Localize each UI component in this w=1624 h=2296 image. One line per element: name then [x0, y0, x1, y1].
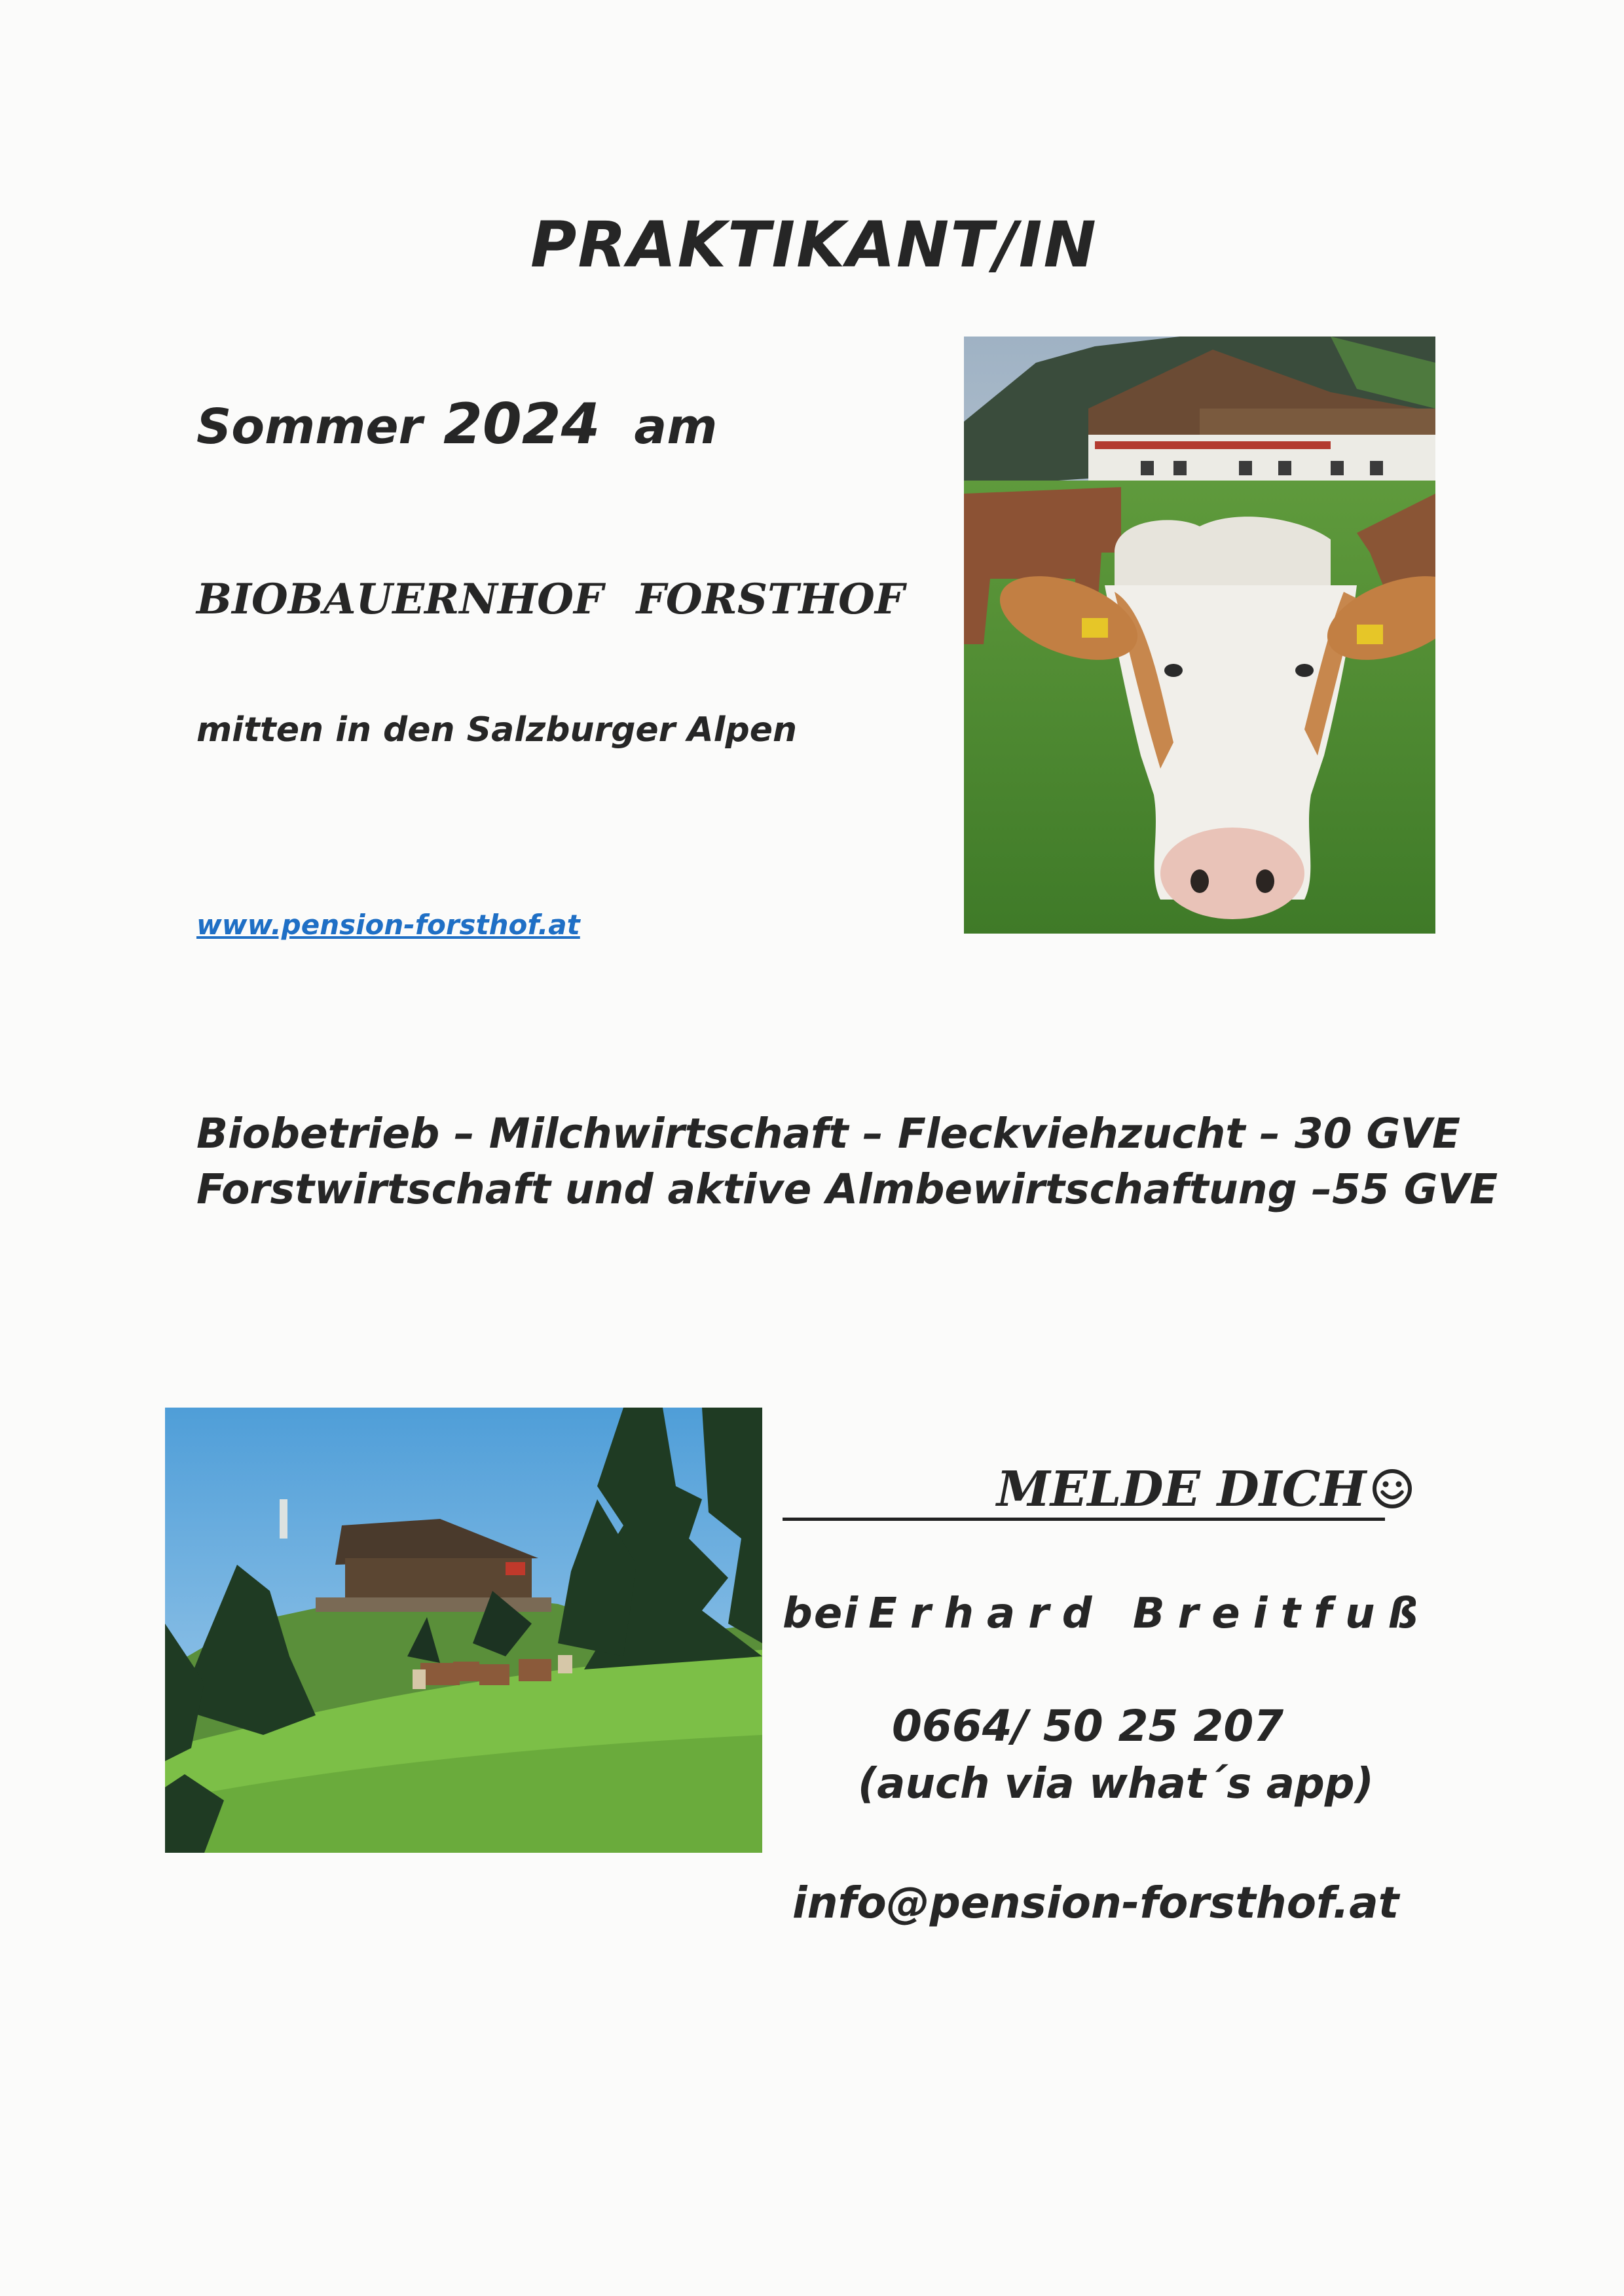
alpine-hut-photo — [165, 1408, 762, 1853]
contact-name: Erhard Breitfuß — [868, 1590, 1431, 1638]
description-line-1: Biobetrieb – Milchwirtschaft – Fleckviehzucht – 30 GVE — [196, 1110, 1460, 1157]
contact-email[interactable]: info@pension-forsthof.at — [792, 1878, 1399, 1928]
season-line — [196, 392, 717, 457]
cow-photo — [964, 337, 1435, 934]
contact-phone[interactable]: 0664/ 50 25 207 — [892, 1701, 1284, 1751]
contact-person — [783, 1590, 1431, 1638]
contact-heading-text: MELDE DICH — [997, 1461, 1367, 1518]
description-line-2: Forstwirtschaft und aktive Almbewirtschaftung –55 GVE — [196, 1165, 1498, 1213]
contact-prefix: bei — [783, 1590, 860, 1638]
farm-name-word2: FORSTHOF — [636, 575, 905, 624]
season-suffix: am — [634, 399, 718, 455]
page-title: PRAKTIKANT/IN — [530, 208, 1098, 282]
website-link[interactable]: www.pension-forsthof.at — [196, 909, 580, 941]
contact-phone-note: (auch via what´s app) — [858, 1760, 1374, 1808]
smiley-icon — [1371, 1465, 1413, 1522]
farm-name-word1: BIOBAUERNHOF — [196, 575, 604, 624]
farm-name — [196, 575, 904, 624]
contact-heading — [997, 1461, 1413, 1522]
season-prefix: Sommer — [196, 399, 423, 455]
location-text: mitten in den Salzburger Alpen — [196, 710, 798, 750]
season-year: 2024 — [443, 392, 600, 457]
